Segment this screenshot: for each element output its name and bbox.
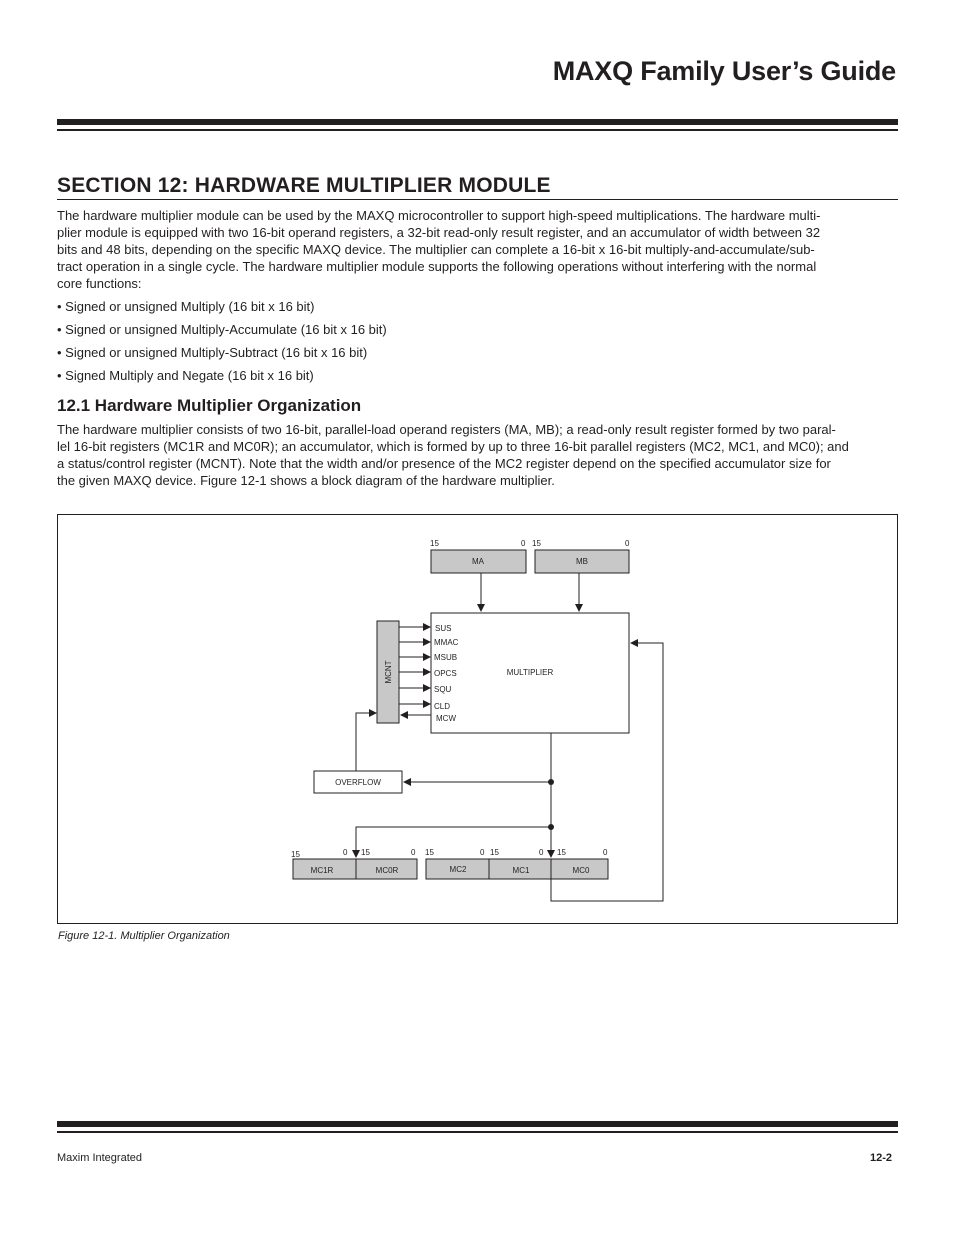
- bit-label: 0: [539, 848, 544, 857]
- signal-msub: MSUB: [434, 653, 458, 662]
- header-rule-thick: [57, 119, 898, 125]
- multiplier-block: [431, 613, 629, 733]
- signal-cld: CLD: [434, 702, 451, 711]
- register-mb-label: MB: [576, 557, 588, 566]
- overflow-label: OVERFLOW: [335, 778, 381, 787]
- register-mc1r-label: MC1R: [310, 866, 334, 875]
- to-result-register-arrow: [356, 827, 551, 857]
- bit-label: 15: [425, 848, 434, 857]
- figure-box: [57, 514, 898, 924]
- bit-label: 0: [343, 848, 348, 857]
- signal-opcs: OPCS: [434, 669, 457, 678]
- register-mcnt: [377, 621, 399, 723]
- intro-line: plier module is equipped with two 16-bit operand registers, a 32-bit read-only result register, and an accumulator of width between 32: [57, 225, 821, 240]
- result-register: [291, 848, 417, 879]
- bit-label: 15: [361, 848, 370, 857]
- subsection-title: 12.1 Hardware Multiplier Organization: [57, 396, 362, 415]
- bit-label: 15: [490, 848, 499, 857]
- body-line: the given MAXQ device. Figure 12-1 shows a block diagram of the hardware multiplier.: [57, 473, 555, 488]
- overflow-to-mcnt-arrow: [356, 713, 376, 771]
- register-mc0-label: MC0: [572, 866, 590, 875]
- signal-mcw: MCW: [436, 714, 456, 723]
- intro-line: bits and 48 bits, depending on the specific MAXQ device. The multiplier can complete a 16-bit x 16-bit multiply-and-accumulate/sub-: [57, 242, 815, 257]
- signal-mmac: MMAC: [434, 638, 459, 647]
- bit-label: 0: [480, 848, 485, 857]
- bit-label: 0: [521, 539, 526, 548]
- bit-label: 15: [532, 539, 541, 548]
- register-ma: [430, 539, 526, 573]
- intro-line: tract operation in a single cycle. The hardware multiplier module supports the following operations without interfering with the normal: [57, 259, 817, 274]
- bit-label: 15: [430, 539, 439, 548]
- register-mc2-label: MC2: [449, 865, 467, 874]
- figure-caption: Figure 12-1. Multiplier Organization: [58, 930, 230, 942]
- header-rule-thin: [57, 129, 898, 131]
- intro-line: The hardware multiplier module can be used by the MAXQ microcontroller to support high-speed multiplications. The hardware multi-: [57, 208, 821, 223]
- intro-line: core functions:: [57, 276, 142, 291]
- footer-company: Maxim Integrated: [57, 1152, 142, 1164]
- bit-label: 15: [557, 848, 566, 857]
- bit-label: 0: [625, 539, 630, 548]
- register-mc0r-label: MC0R: [375, 866, 399, 875]
- multiplier-label: MULTIPLIER: [506, 668, 554, 677]
- signal-sus: SUS: [435, 624, 452, 633]
- page-number: 12-2: [869, 1152, 892, 1164]
- section-rule: [57, 199, 898, 200]
- register-mcnt-label: MCNT: [384, 660, 393, 684]
- list-item: • Signed or unsigned Multiply-Subtract (16 bit x 16 bit): [57, 345, 368, 360]
- register-mc1-label: MC1: [512, 866, 530, 875]
- bit-label: 0: [411, 848, 416, 857]
- list-item: • Signed or unsigned Multiply (16 bit x 16 bit): [57, 299, 315, 314]
- signal-squ: SQU: [434, 685, 452, 694]
- accumulator-register: [425, 848, 608, 879]
- multiplier-block-diagram: [58, 515, 897, 923]
- footer-rule-thin: [57, 1131, 898, 1133]
- bit-label: 0: [603, 848, 608, 857]
- body-line: a status/control register (MCNT). Note that the width and/or presence of the MC2 register depend on the specified accumulator size for: [57, 456, 831, 471]
- register-ma-label: MA: [472, 557, 484, 566]
- bit-label: 15: [291, 850, 300, 859]
- control-signal-arrows: [399, 627, 430, 704]
- body-line: lel 16-bit registers (MC1R and MC0R); an accumulator, which is formed by up to three 16-bit parallel registers (MC2, MC1, and MC0); and: [57, 439, 849, 454]
- overflow-block: [314, 771, 402, 793]
- list-item: • Signed or unsigned Multiply-Accumulate (16 bit x 16 bit): [57, 322, 387, 337]
- register-mb: [532, 539, 630, 573]
- document-title: MAXQ Family User’s Guide: [552, 56, 896, 86]
- body-line: The hardware multiplier consists of two 16-bit, parallel-load operand registers (MA, MB); a read-only result register formed by two paral-: [57, 422, 836, 437]
- footer-rule-thick: [57, 1121, 898, 1127]
- list-item: • Signed Multiply and Negate (16 bit x 16 bit): [57, 368, 314, 383]
- section-title: SECTION 12: HARDWARE MULTIPLIER MODULE: [57, 174, 551, 197]
